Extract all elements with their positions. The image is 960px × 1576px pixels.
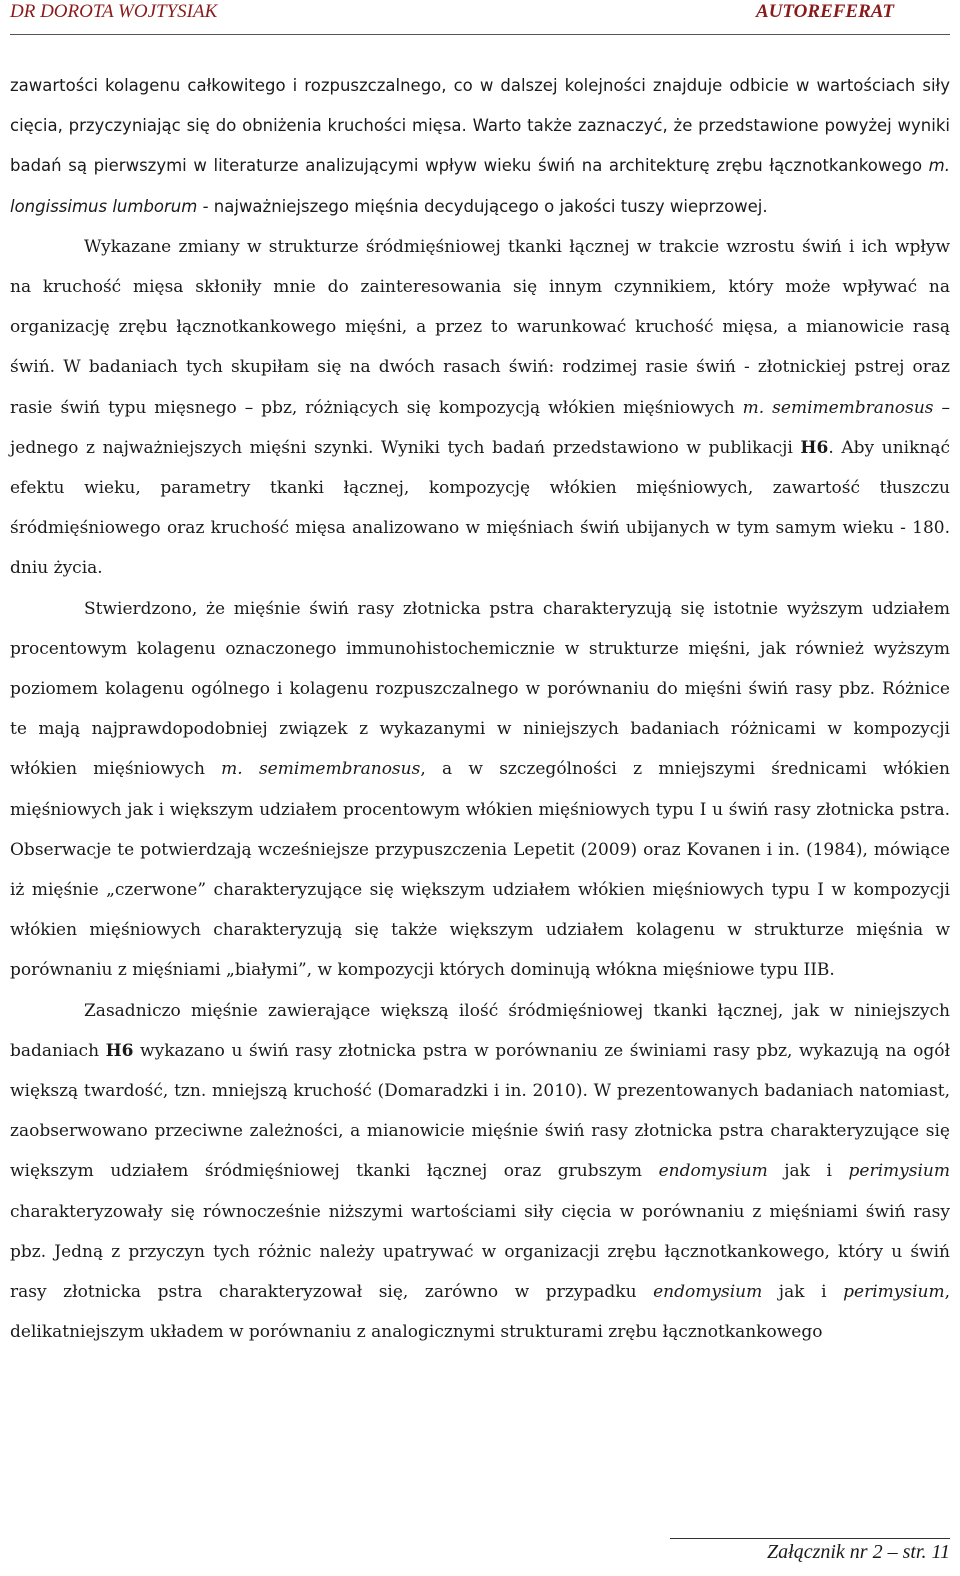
paragraph-4: [10, 991, 950, 1353]
p2-publication-ref: H6: [800, 437, 829, 458]
p1-latin-muscle: m. longissimus lumborum: [10, 156, 950, 216]
p3-text-1: Stwierdzono, że mięśnie świń rasy złotnicka pstra charakteryzują się istotnie wyższym udziałem procentowym kolagenu oznaczonego immunohistochemicznie w strukturze mięśni, jak również wyższym poziomem kolagenu ogólnego i kolagenu rozpuszczalnego w porównaniu do mięśni świń rasy pbz. Różnice te mają najprawdopodobniej związek z wykazanymi w niniejszych badaniach różnicami w kompozycji włókien mięśniowych: [10, 598, 950, 780]
footer-rule: [670, 1538, 950, 1539]
p2-text-3: . Aby uniknąć efektu wieku, parametry tkanki łącznej, kompozycję włókien mięśniowych, zawartość tłuszczu śródmięśniowego oraz kruchość mięsa analizowano w mięśniach świń ubijanych w tym samym wieku - 180. dniu życia.: [10, 437, 950, 579]
p4-term-endomysium: endomysium: [658, 1161, 768, 1182]
p4-term-endomysium-2: endomysium: [653, 1282, 763, 1303]
p4-text-1: Zasadniczo mięśnie zawierające większą ilość śródmięśniowej tkanki łącznej, jak w niniejszych badaniach: [10, 1000, 950, 1061]
p4-text-6: , delikatniejszym układem w porównaniu z analogicznymi strukturami zrębu łącznotkankowego: [10, 1282, 950, 1343]
p3-text-2: , a w szczególności z mniejszymi średnicami włókien mięśniowych jak i większym udziałem procentowym włókien mięśniowych typu I u świń rasy złotnicka pstra. Obserwacje te potwierdzają wcześniejsze przypuszczenia Lepetit (2009) oraz Kovanen i in. (1984), mówiące iż mięśnie „czerwone” charakteryzujące się większym udziałem włókien mięśniowych typu I w kompozycji włókien mięśniowych charakteryzują się także większym udziałem kolagenu w strukturze mięśnia w porównaniu z mięśniami „białymi”, w kompozycji których dominują włókna mięśniowe typu IIB.: [10, 759, 950, 981]
header-rule: [10, 34, 950, 35]
p4-text-5: jak i: [762, 1282, 844, 1303]
page-header: [0, 0, 960, 36]
p4-term-perimysium-2: perimysium: [843, 1282, 945, 1303]
p4-publication-ref: H6: [105, 1040, 134, 1061]
p4-term-perimysium: perimysium: [848, 1161, 950, 1182]
p2-latin-muscle: m. semimembranosus: [742, 397, 934, 418]
header-author: DR DOROTA WOJTYSIAK: [10, 1, 218, 22]
p4-text-4: charakteryzowały się równocześnie niższymi wartościami siły cięcia w porównaniu z mięśniami świń rasy pbz. Jedną z przyczyn tych różnic należy upatrywać w organizacji zrębu łącznotkankowego, który u świń rasy złotnicka pstra charakteryzował się, zarówno w przypadku: [10, 1201, 950, 1303]
p2-text-2: – jednego z najważniejszych mięśni szynki. Wyniki tych badań przedstawiono w publikacji: [10, 397, 950, 458]
page-footer: Załącznik nr 2 – str. 11: [767, 1541, 950, 1563]
p1-text-2: - najważniejszego mięśnia decydującego o jakości tuszy wieprzowej.: [197, 196, 768, 216]
p1-text-1: zawartości kolagenu całkowitego i rozpuszczalnego, co w dalszej kolejności znajduje odbicie w wartościach siły cięcia, przyczyniając się do obniżenia kruchości mięsa. Warto także zaznaczyć, że przedstawione powyżej wyniki badań są pierwszymi w literaturze analizującymi wpływ wieku świń na architekturę zrębu łącznotkankowego: [10, 76, 950, 176]
document-body: [10, 66, 950, 1353]
header-doc-type: AUTOREFERAT: [756, 1, 894, 22]
paragraph-1: [10, 66, 950, 227]
p2-text-1: Wykazane zmiany w strukturze śródmięśniowej tkanki łącznej w trakcie wzrostu świń i ich wpływ na kruchość mięsa skłoniły mnie do zainteresowania się innym czynnikiem, który może wpływać na organizację zrębu łącznotkankowego mięśni, a przez to warunkować kruchość mięsa, a mianowicie rasą świń. W badaniach tych skupiłam się na dwóch rasach świń: rodzimej rasie świń - złotnickiej pstrej oraz rasie świń typu mięsnego – pbz, różniących się kompozycją włókien mięśniowych: [10, 236, 950, 418]
p4-text-3: jak i: [767, 1161, 849, 1182]
p4-text-2: wykazano u świń rasy złotnicka pstra w porównaniu ze świniami rasy pbz, wykazują na ogół większą twardość, tzn. mniejszą kruchość (Domaradzki i in. 2010). W prezentowanych badaniach natomiast, zaobserwowano przeciwne zależności, a mianowicie mięśnie świń rasy złotnicka pstra charakteryzujące się większym udziałem śródmięśniowej tkanki łącznej oraz grubszym: [10, 1040, 950, 1182]
paragraph-3: [10, 589, 950, 991]
paragraph-2: [10, 227, 950, 589]
p3-latin-muscle: m. semimembranosus: [221, 759, 421, 780]
